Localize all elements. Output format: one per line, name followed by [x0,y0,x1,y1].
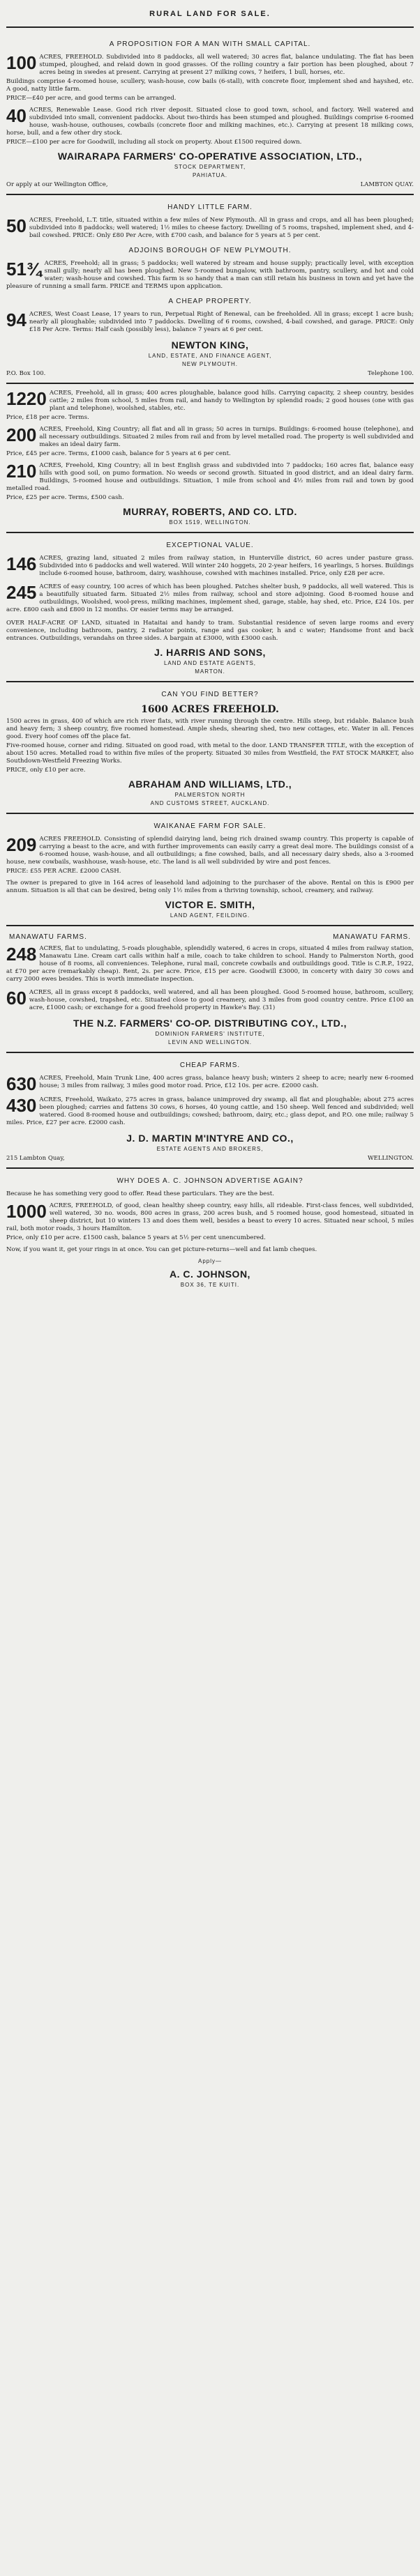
listing [6,107,414,146]
apply-row [6,181,414,188]
apply-left: Or apply at our Wellington Office, [6,181,108,188]
ad-victor-smith [6,814,414,926]
listing [6,583,414,615]
listing [6,718,414,774]
listing-price: Price, only £10 per acre. £1500 cash, balance 5 years at 5½ per cent unencumbered. [6,1234,266,1241]
listing-text: Buildings comprise 4-roomed house, scullery, wash-house, cow bails (6-stall), with concrete floor, implement shed and hayshed, etc. A good, natty little farm. [6,78,414,93]
ad-wairarapa [6,32,414,195]
agent-line: LAND AND ESTATE AGENTS, [163,660,257,666]
listing-price: Price, £18 per acre. Terms. [6,414,89,421]
divider [6,26,414,28]
acreage-number: 60 [6,988,27,1009]
apply-right: LAMBTON QUAY. [360,181,414,188]
address-right: WELLINGTON. [367,1155,414,1162]
listing-text: Now, if you want it, get your rings in at once. You can get picture-returns—well and fat lamb cheques. [6,1246,317,1253]
agent-name: J. D. MARTIN M'INTYRE AND CO., [126,1133,294,1144]
ad-heading: A CHEAP PROPERTY. [168,298,252,305]
ad-heading: EXCEPTIONAL VALUE. [166,542,254,549]
listing-title: 1600 ACRES FREEHOLD. [141,704,279,715]
listing [6,217,414,241]
listing-text: ACRES, FREEHOLD, of good, clean healthy sheep country, easy hills, all rideable. First-class fences, well subdivided, well watered, 30 no. woods, 800 acres in grass, 200 acres bush, and 5 roomed house, good homestead, situated in sheep district, but 10 winters 13 and does them well, besides a beast to every 10 acres. Situated near school, 5 miles rail, both motor roads, 3 hours Hamilton. [6,1202,414,1232]
listing [6,989,414,1013]
acreage-number: 51¾ [6,259,42,279]
listing-text: ACRES, Freehold, King Country; all flat and all in grass; 50 acres in turnips. Buildings: 6-roomed house (telephone), and all necessary outbuildings. Situated 2 miles from rail and from by level metalled road. The property is well subdivided and makes an ideal dairy farm. [39,426,414,448]
listing [6,390,414,422]
address-row [6,1155,414,1162]
listing-price: Price, £25 per acre. Terms, £500 cash. [6,494,124,501]
address-left: 215 Lambton Quay, [6,1155,65,1162]
ad-heading: A PROPOSITION FOR A MAN WITH SMALL CAPITAL. [109,40,311,48]
listing-text: ACRES, West Coast Lease, 17 years to run, Perpetual Right of Renewal, can be freeholded. All in grass; except 1 acre bush; nearly all ploughable; subdivided into 7 paddocks. Dwelling of 6 rooms, cowshed, 4-bail cowshed, and garage. PRICE: Only £18 Per Acre. Terms: Half cash (possibly less), balance 7 years at 6 per cent. [29,311,414,333]
listing-price: PRICE—£100 per acre for Goodwill, including all stock on property. About £1500 required down. [6,139,302,146]
acreage-number: 248 [6,944,37,965]
listing-text: ACRES, Freehold, Waikato, 275 acres in grass, balance unimproved dry swamp, all flat and ploughable; about 275 acres been ploughed; carries and fattens 30 cows, 6 horses, 40 young cattle, and 150 sheep. Well fenced and subdivided; well watered. Good 8-roomed house and outbuildings; cowshed; bathroom, dairy, etc.; glass depot, and P.O. one mile; railway 5 miles. Price, £27 per acre. £2000 cash. [6,1096,414,1126]
listing-text: Five-roomed house, corner and riding. Situated on good road, with metal to the door. LAND TRANSFER TITLE, with the exception of about 150 acres. Metalled road to within five miles of the property. Situated 30 miles from Westfield, the FAT STOCK MARKET, also Southdown-Westfield Freezing Works. [6,742,414,765]
agent-line: LAND AGENT, FEILDING. [170,912,250,919]
acreage-number: 100 [6,52,37,73]
section-masthead: RURAL LAND FOR SALE. [149,10,271,18]
ad-martin-mintyre [6,1053,414,1169]
agent-name: NEWTON KING, [171,339,249,351]
listing-price: Price, £45 per acre. Terms, £1000 cash, balance for 5 years at 6 per cent. [6,450,231,457]
ad-newton-king [6,195,414,384]
listing-text: ACRES, all in grass except 8 paddocks, well watered, and all has been ploughed. Good 5-roomed house, bathroom, scullery, wash-house, cowshed, trapshed, etc. Situated close to good creamery, and 3 miles from good country centre. Price £100 an acre, £1000 cash; or exchange for a good freehold property in Hawke's Bay. (31) [29,989,414,1011]
acreage-number: 209 [6,834,37,855]
listing-text: ACRES, Renewable Lease. Good rich river deposit. Situated close to good town, school, and factory. Well watered and subdivided into small, convenient paddocks. About two-thirds has been stumped and ploughed. Buildings comprise 6-roomed house, wash-house, outhouses, cowbails (concrete floor and milking machines, etc.). Carrying at present 18 milking cows, horse, bull, and a few other dry stock. [6,107,414,137]
acreage-number: 210 [6,461,37,482]
agent-name: A. C. JOHNSON, [170,1268,250,1280]
listing [6,1202,414,1242]
ad-harris [6,533,414,682]
acreage-number: 94 [6,309,27,330]
intro-text [6,1190,414,1198]
acreage-number: 146 [6,553,37,574]
newspaper-page [6,0,414,2576]
listing-text: Because he has something very good to offer. Read these particulars. They are the best. [6,1190,274,1197]
listing [6,462,414,502]
telephone: Telephone 100. [368,370,414,377]
agent-line: BOX 36, TE KUITI. [180,1282,240,1288]
agent-name: THE N.Z. FARMERS' CO-OP. DISTRIBUTING COY., LTD., [73,1018,347,1029]
acreage-number: 1220 [6,388,47,409]
listing-text: ACRES FREEHOLD. Consisting of splendid dairying land, being rich drained swamp country. This property is capable of carrying a beast to the acre, and with further improvements can easily carry a great deal more. The buildings consist of a 6-roomed house, wash-house, and all outbuildings; a fine cowshed, bails, and all necessary dairy sheds, also a 3-roomed house, new cowbails, washhouse, wash-house, etc. The land is all well subdivided by wire and post fences. [6,836,414,866]
listing [6,945,414,985]
agent-line: ESTATE AGENTS AND BROKERS, [156,1146,264,1152]
ad-heading: CHEAP FARMS. [179,1061,241,1069]
ad-heading-row [9,933,411,941]
ad-nz-farmers [6,926,414,1053]
agent-town: MARTON. [195,668,225,675]
agent-line: PALMERSTON NORTH [174,792,246,798]
agent-name: J. HARRIS AND SONS, [154,647,266,658]
agent-town: LEVIN AND WELLINGTON. [168,1039,252,1045]
acreage-number: 430 [6,1095,37,1116]
listing [6,426,414,458]
listing [6,836,414,875]
listing-text: ACRES of easy country, 100 acres of which has been ploughed. Patches shelter bush, 9 paddocks, all well watered. This is a beautifully situated farm. Situated 2½ miles from railway, school and store adjoining. Good 8-roomed house and outbuildings, Woolshed, wool-press, milking machines, implement shed, garage, stable, hay shed, etc. Price, £24 10s. per acre. £800 cash and £800 in 12 months. Or easier terms may be arranged. [6,583,414,613]
agent-name: MURRAY, ROBERTS, AND CO. LTD. [123,506,297,517]
acreage-number: 50 [6,215,27,236]
agent-town: NEW PLYMOUTH. [182,361,238,367]
acreage-number: 245 [6,582,37,603]
agent-line: LAND, ESTATE, AND FINANCE AGENT, [148,353,272,359]
agent-line: BOX 1519, WELLINGTON. [169,519,251,526]
ad-abraham-williams [6,682,414,814]
listing-price: PRICE—£40 per acre, and good terms can be arranged. [6,95,177,102]
listing [6,555,414,579]
ad-heading: WAIKANAE FARM FOR SALE. [153,822,267,830]
ad-heading: ADJOINS BOROUGH OF NEW PLYMOUTH. [128,247,292,254]
acreage-number: 200 [6,424,37,445]
ad-ac-johnson [6,1169,414,1294]
agent-town: PAHIATUA. [192,172,228,178]
agent-name: WAIRARAPA FARMERS' CO-OPERATIVE ASSOCIATION, LTD., [57,151,363,162]
ad-heading: CAN YOU FIND BETTER? [161,691,259,698]
listing [6,260,414,292]
listing [6,620,414,643]
acreage-number: 40 [6,105,27,126]
contact-row [6,370,414,377]
closing-text [6,1246,414,1254]
listing-text: ACRES, grazing land, situated 2 miles from railway station, in Hunterville district, 60 acres under pasture grass. Subdivided into 6 paddocks and well watered. Will winter 240 hoggets, 20 2-year heifers, 16 yearlings, 5 horses. Buildings include 6-roomed house, bathroom, dairy, washhouse, cowshed with machines installed. Price, only £28 per acre. [39,555,414,577]
listing-text: ACRES, Freehold, King Country; all in best English grass and subdivided into 7 paddocks; 160 acres flat, balance easy hills with good soil, on pumo formation. No weeds or second growth. Situated in good district, and an ideal dairy farm. Buildings, 5-roomed house and outbuildings. Situation, 1 mile from school and 4½ miles from rail and town by good metalled road. [6,462,414,492]
acreage-number: 1000 [6,1201,47,1222]
listing [6,1096,414,1128]
listing-text: The owner is prepared to give in 164 acres of leasehold land adjoining to the purchaser of the above. Rental on this is £900 per annum. Situation is all that can be desired, being only 1½ miles from a thriving township, school, creamery, and railway. [6,880,414,894]
listing-text: ACRES, Freehold, all in grass; 400 acres ploughable, balance good hills. Carrying capacity, 2 sheep country, besides cattle; 2 miles from school, 5 miles from rail, and handy to Wellington by splendid roads; 2 good houses (one with gas plant and telephone), woolshed, stables, etc. [49,390,414,412]
listing-text: ACRES, flat to undulating, 5-roads ploughable, splendidly watered, 6 acres in crops, situated 4 miles from railway station, Manawatu Line. Cream cart calls within half a mile, coach to take children to school. Handy to Palmerston North, good house of 8 rooms, all conveniences. Telephone, rural mail, concrete cowbails and outbuildings good. Title is C.R.P., 1922, at £70 per acre (remarkably cheap). Rent, 2s. per acre. Price, £15 per acre. Goodwill £3000, in concerty with dairy 30 cows and carry 2000 ewes besides. This is worth immediate inspection. [6,945,414,983]
apply-label: Apply— [197,1258,222,1264]
agent-line: AND CUSTOMS STREET, AUCKLAND. [150,800,270,806]
listing-text: ACRES, Freehold; all in grass; 5 paddocks; well watered by stream and house supply; practically level, with exception small gully; nearly all has been ploughed. New 5-roomed bungalow, with bathroom, pantry, scullery, and hot and cold water; wash-house and cowshed. This farm is so handy that a man can still retain his business in town and yet have the pleasure of running a small farm. PRICE and TERMS upon application. [6,260,414,290]
ad-heading: HANDY LITTLE FARM. [167,204,253,211]
listing [6,311,414,335]
listing-price: PRICE, only £10 per acre. [6,767,86,774]
listing [6,54,414,102]
listing [6,880,414,895]
agent-name: VICTOR E. SMITH, [165,899,255,910]
listing-text: ACRES, Freehold, Main Trunk Line, 400 acres grass, balance heavy bush; winters 2 sheep to acre; nearly new 6-roomed house; 3 miles from railway, 3 miles good motor road. Price, £12 10s. per acre. £2000 cash. [39,1075,414,1089]
agent-department: STOCK DEPARTMENT, [174,164,246,170]
agent-line: DOMINION FARMERS' INSTITUTE, [155,1031,265,1037]
listing [6,1075,414,1092]
ad-heading: WHY DOES A. C. JOHNSON ADVERTISE AGAIN? [117,1177,303,1185]
acreage-number: 630 [6,1073,37,1094]
ad-murray-roberts [6,384,414,533]
listing-text: ACRES, Freehold, L.T. title, situated within a few miles of New Plymouth. All in grass and crops, and all has been ploughed; subdivided into 8 paddocks; well watered; 1½ miles to cheese factory. Dwelling of 5 rooms, trapshed, implement shed, and 4-bail cowshed. PRICE: Only £80 Per Acre, with £700 cash, and balance for 5 years at 5 per cent. [29,217,414,239]
listing-text: OVER HALF-ACRE OF LAND, situated in Hataitai and handy to tram. Substantial residence of seven large rooms and every convenience, including bathroom, pantry, 2 radiator points, range and gas cooker, h and c water; Handsome front and back entrances. Outbuildings, verandahs on three sides. A bargain at £3000, with £3000 cash. [6,620,414,642]
listing-text: ACRES, FREEHOLD. Subdivided into 8 paddocks, all well watered; 30 acres flat, balance undulating. The flat has been stumped, ploughed, and relaid down in good grasses. Of the rolling country a fair portion has been ploughed, about 7 acres being in swedes at present. Carrying at present 27 milking cows, 7 heifers, 1 bull, horses, etc. [39,54,414,76]
agent-name: ABRAHAM AND WILLIAMS, LTD., [128,779,292,790]
ad-heading-left: MANAWATU FARMS. [9,933,87,941]
listing-text: 1500 acres in grass, 400 of which are rich river flats, with river running through the centre. Hills steep, but ridable. Balance bush and heavy fern; 3 sheep country, five roomed homestead. Ample sheds, shearing shed, two new cottages, etc. Water in all. Fences good. Every hoof comes off the place fat. [6,718,414,740]
listing-price: PRICE: £55 PER ACRE. £2000 CASH. [6,868,121,875]
ad-heading-right: MANAWATU FARMS. [333,933,411,941]
po-box: P.O. Box 100. [6,370,46,377]
